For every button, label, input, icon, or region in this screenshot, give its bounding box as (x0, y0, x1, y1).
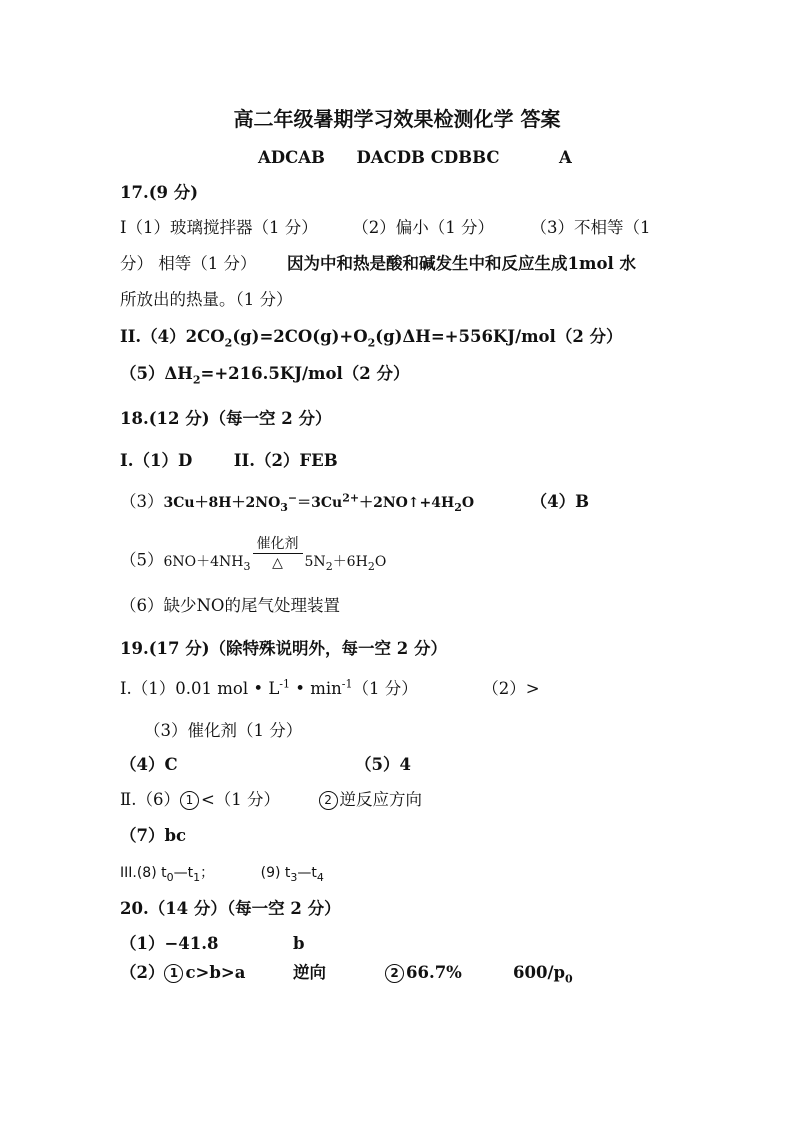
q20-answer-2-1: c>b>a (185, 963, 246, 982)
q19-answer-6-2: 逆反应方向 (339, 790, 423, 809)
q19-rate-sup: -1 (279, 677, 290, 691)
q18-answer-2: II.（2）FEB (233, 451, 338, 470)
q19-time-part: (9) t (260, 865, 291, 881)
q19-heading (120, 638, 447, 660)
circled-number-2: 2 (319, 791, 338, 810)
q19-line4 (120, 789, 422, 811)
q18-ionic-equation (163, 491, 475, 514)
q18-eq-sub: 3 (280, 500, 288, 514)
q17-answer-3: （3）不相等（1 (530, 218, 651, 237)
q20-line1 (120, 933, 219, 955)
q17-answer-3b: 分） 相等（1 分） (120, 254, 257, 273)
q17-line1 (120, 217, 651, 239)
q18-answer-1: I.（1）D (120, 451, 193, 470)
q18-eq-sub: 2 (325, 559, 333, 573)
q18-eq-part: ＋6H (332, 553, 368, 570)
circled-number-2: 2 (385, 964, 404, 983)
q19-time-sub: 3 (290, 870, 298, 884)
q19-answer-8 (120, 865, 215, 884)
q20-line2b (293, 962, 326, 984)
q20-answer-1b: b (293, 934, 305, 953)
q17-eq-sub: 2 (192, 373, 201, 387)
q17-eq-part: (g)=2CO(g)+O (232, 327, 368, 346)
q17-line3: 所放出的热量。（1 分） (120, 290, 293, 309)
q19-line1 (120, 678, 540, 700)
q17-eq-sub: 2 (224, 336, 233, 350)
q18-reaction-equation (163, 536, 387, 573)
q18-eq-part: ＝3Cu (297, 495, 343, 511)
q19-time-part: —t (173, 865, 194, 881)
q17-explanation: 因为中和热是酸和碱发生中和反应生成1mol 水 (287, 254, 636, 273)
page-title: 高二年级暑期学习效果检测化学 答案 (233, 107, 561, 131)
choice-answers-group-3: A (559, 148, 572, 167)
q20-line2d (513, 962, 573, 984)
q18-eq-part: O (374, 553, 387, 570)
q19-line2: （3）催化剂（1 分） (144, 721, 303, 740)
choice-answers-group-1: ADCAB (258, 148, 325, 167)
reaction-condition (253, 535, 303, 572)
q19-time-sub: 0 (166, 870, 174, 884)
q20-answer-1: （1）−41.8 (120, 934, 219, 953)
q18-eq-part: O (461, 495, 475, 511)
choice-answers-group-2: DACDB CDBBC (356, 148, 500, 167)
q18-answer-4: （4）B (530, 492, 590, 511)
q18-heading: 18.(12 分)（每一空 2 分） (120, 409, 332, 428)
q19-rate-sup: -1 (341, 677, 353, 691)
q19-answer-6-1: <（1 分） (200, 790, 281, 809)
q17-answer-1: I（1）玻璃搅拌器（1 分） (120, 218, 318, 237)
q18-line1 (120, 450, 338, 472)
q19-answer-5: （5）4 (355, 755, 411, 774)
q19-time-sub: 1 (193, 870, 201, 884)
q19-line3b (355, 754, 411, 776)
q19-score: （1 分） (352, 679, 418, 698)
q18-eq-sup: 2+ (342, 491, 360, 505)
q20-direction: 逆向 (293, 963, 326, 982)
q19-time-sub: 4 (316, 870, 324, 884)
q20-sub: 0 (565, 972, 573, 986)
q20-line2 (120, 962, 245, 984)
choice-answers (258, 148, 572, 167)
q19-heading-text: 19.(17 分)（除特殊说明外，每一空 2 分） (120, 639, 447, 658)
q17-enthalpy: ΔH=+556KJ/mol（2 分） (402, 327, 623, 346)
q18-label: （3） (120, 492, 164, 511)
q19-line6 (120, 861, 324, 884)
q19-time-part: —t (297, 865, 317, 881)
q17-eq-part: =+216.5KJ/mol（2 分） (200, 364, 410, 383)
q18-eq-sub: 3 (243, 559, 251, 573)
q17-eq-part: (g) (375, 327, 403, 346)
catalyst-label: 催化剂 (253, 535, 303, 554)
q18-eq-sub: 2 (454, 500, 462, 514)
q17-line2 (120, 253, 636, 275)
q18-line4: （6）缺少NO的尾气处理装置 (120, 596, 340, 615)
q19-answer-4: （4）C (120, 755, 178, 774)
q20-answer-2-2: 66.7% (406, 963, 462, 982)
q19-label: Ⅱ.（6） (120, 790, 180, 809)
circled-number-1: 1 (180, 791, 199, 810)
q20-line2c (385, 962, 462, 984)
q18-line3 (120, 536, 387, 580)
q19-line5: （7）bc (120, 826, 187, 845)
q18-eq-sub: 2 (367, 559, 375, 573)
q19-time-part: ； (200, 865, 215, 881)
q19-time-part: III.(8) t (120, 865, 167, 881)
q18-label: （5） (120, 550, 164, 570)
q17-eq-part: II.（4）2CO (120, 327, 225, 346)
q17-eq-sub: 2 (367, 336, 376, 350)
q18-eq-part: 5N (304, 553, 326, 570)
q17-answer-2: （2）偏小（1 分） (352, 218, 495, 237)
q17-line4 (120, 326, 623, 348)
q18-eq-part: ＋2NO↑+4H (359, 495, 455, 511)
q18-eq-part: 6NO＋4NH (163, 553, 244, 570)
q18-eq-sup: − (287, 491, 298, 505)
q20-heading: 20.（14 分）（每一空 2 分） (120, 899, 341, 918)
q17-line5 (120, 363, 409, 385)
circled-number-1: 1 (164, 964, 183, 983)
q19-rate-part: I.（1）0.01 mol • L (120, 679, 280, 698)
q19-answer-9 (260, 865, 324, 884)
q18-line2 (120, 491, 589, 514)
heat-symbol: △ (272, 555, 283, 571)
q19-answer-2: （2）> (482, 679, 540, 698)
q20-answer-2-3: 600/p (513, 963, 566, 982)
q17-eq-part: （5）ΔH (120, 364, 193, 383)
q17-heading: 17.(9 分) (120, 183, 199, 202)
q20-label: （2） (120, 963, 165, 982)
q20-line1b (293, 933, 305, 955)
q18-eq-part: 3Cu＋8H＋2NO (163, 495, 281, 511)
q19-rate-part: • min (290, 679, 342, 698)
q19-line3 (120, 754, 178, 776)
